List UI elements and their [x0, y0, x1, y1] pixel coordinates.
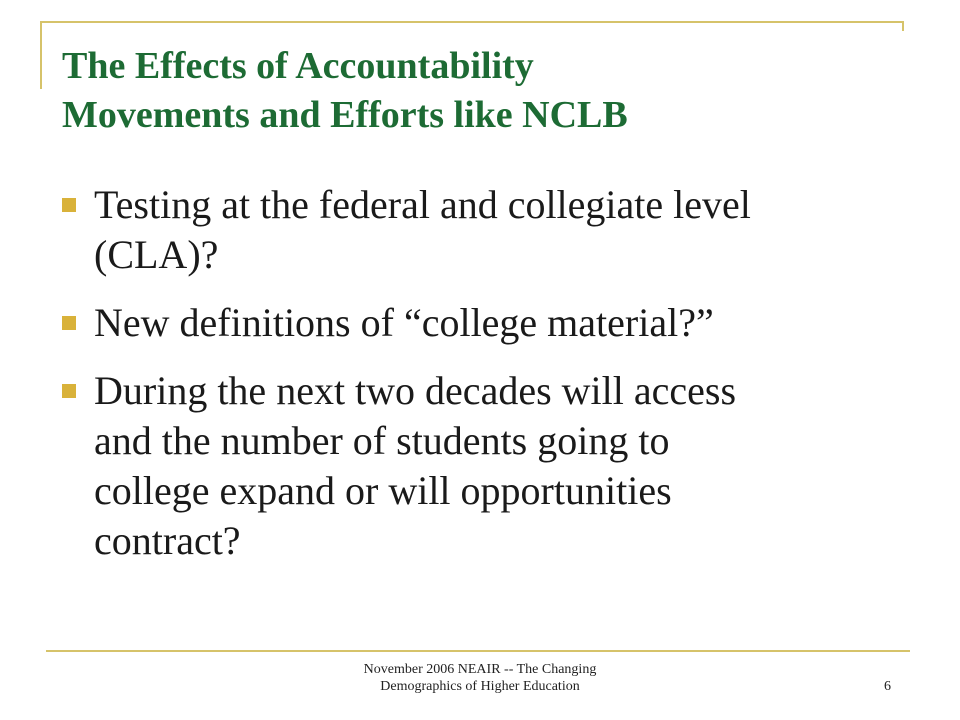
slide-title-line: Movements and Efforts like NCLB	[62, 94, 628, 136]
bullet-text-line: contract?	[94, 518, 241, 563]
title-frame-left-rule	[40, 21, 42, 89]
footer-caption-line: Demographics of Higher Education	[380, 679, 580, 694]
bullet-item	[58, 366, 908, 566]
slide-title	[62, 42, 902, 140]
bullet-text-line: New definitions of “college material?”	[94, 300, 714, 345]
page-number: 6	[884, 679, 891, 694]
bullet-item	[58, 180, 908, 280]
bullet-text-line: and the number of students going to	[94, 418, 670, 463]
square-bullet-icon	[62, 198, 76, 212]
slide-title-line: The Effects of Accountability	[62, 45, 534, 87]
footer-caption-line: November 2006 NEAIR -- The Changing	[363, 662, 597, 677]
footer-caption	[300, 661, 660, 695]
bullet-text-line: (CLA)?	[94, 232, 219, 277]
bullet-text-line: During the next two decades will access	[94, 368, 737, 413]
square-bullet-icon	[62, 384, 76, 398]
square-bullet-icon	[62, 316, 76, 330]
title-frame-top-rule	[40, 21, 904, 23]
bullet-text-line: college expand or will opportunities	[94, 468, 672, 513]
footer-rule	[46, 650, 910, 652]
bullet-text-line: Testing at the federal and collegiate level	[94, 182, 751, 227]
bullet-item	[58, 298, 908, 348]
bullet-list	[58, 180, 908, 584]
title-frame-right-tick	[902, 21, 904, 31]
